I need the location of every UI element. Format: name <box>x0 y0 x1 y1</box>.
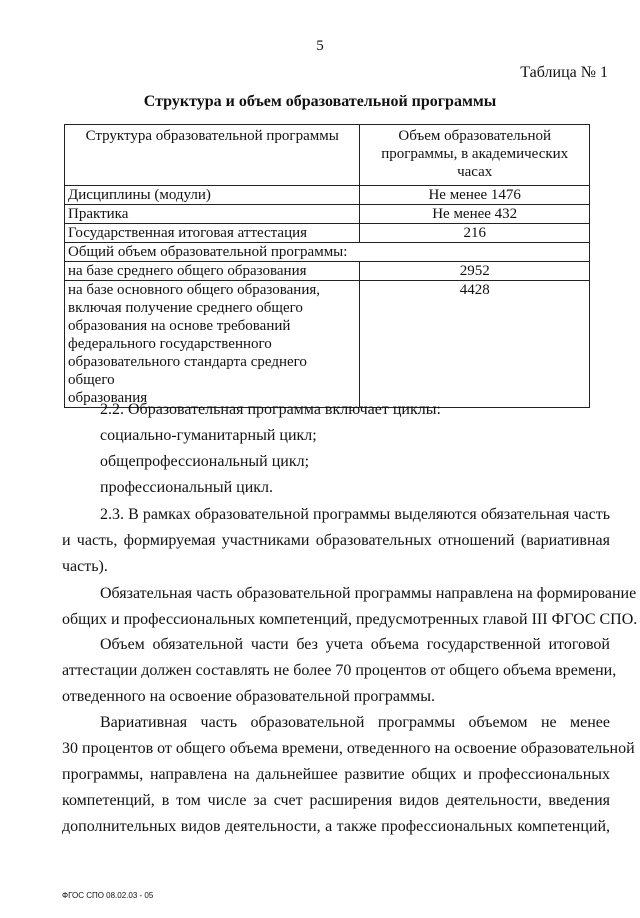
paragraph-line: программы, направлена на дальнейшее развитие общих и профессиональных <box>62 766 610 783</box>
row-label-line: на базе среднего общего образования <box>68 263 307 279</box>
row-value: 2952 <box>360 262 590 281</box>
cycle-item: профессиональный цикл. <box>100 479 274 496</box>
header-volume <box>360 125 590 186</box>
table-total-header-row <box>65 243 590 262</box>
paragraph-line: общих и профессиональных компетенций, предусмотренных главой III ФГОС СПО. <box>62 611 638 628</box>
paragraph-line: аттестации должен составлять не более 70 процентов от общего объема времени, <box>62 662 617 679</box>
paragraph-line: и часть, формируемая участниками образовательных отношений (вариативная <box>62 532 610 549</box>
row-label: Государственная итоговая аттестация <box>65 224 360 243</box>
row-label-line: образования на основе требований <box>68 318 291 334</box>
paragraph-line: 30 процентов от общего объема времени, отведенного на освоение образовательной <box>62 740 635 757</box>
row-label-line: образовательного стандарта среднего общего <box>68 354 307 388</box>
row-value: Не менее 432 <box>360 205 590 224</box>
header-volume-line: программы, в академических <box>381 146 569 162</box>
row-label-line: на базе основного общего образования, <box>68 282 320 298</box>
table-header-row <box>65 125 590 186</box>
paragraph-variative <box>62 710 635 840</box>
total-label: Общий объем образовательной программы: <box>65 243 590 262</box>
paragraph-line: Вариативная часть образовательной программы объемом не менее <box>100 714 610 731</box>
row-label: Практика <box>65 205 360 224</box>
table-label: Таблица № 1 <box>520 64 608 81</box>
row-label-line: федерального государственного <box>68 336 272 352</box>
row-label <box>65 262 360 281</box>
structure-table <box>64 124 590 408</box>
paragraph-volume <box>62 632 617 710</box>
row-value: Не менее 1476 <box>360 186 590 205</box>
cycles-section <box>62 397 610 501</box>
table-row <box>65 281 590 408</box>
cycle-item: общепрофессиональный цикл; <box>100 453 310 470</box>
row-label-line: образования <box>68 390 148 406</box>
table-row <box>65 205 590 224</box>
page-number: 5 <box>316 38 324 54</box>
table-row <box>65 262 590 281</box>
paragraph-line: 2.3. В рамках образовательной программы выделяются обязательная часть <box>100 506 610 523</box>
row-value: 4428 <box>360 281 590 408</box>
table-row <box>65 224 590 243</box>
header-structure: Структура образовательной программы <box>65 125 360 186</box>
table-row <box>65 186 590 205</box>
footer-code: ФГОС СПО 08.02.03 - 05 <box>62 891 154 900</box>
row-label <box>65 281 360 408</box>
paragraph-line: часть). <box>62 558 108 575</box>
paragraph-line: компетенций, в том числе за счет расширения видов деятельности, введения <box>62 792 610 809</box>
paragraph-obligatory <box>62 581 638 633</box>
paragraph-line: Объем обязательной части без учета объема государственной итоговой <box>100 636 610 653</box>
header-volume-line: Объем образовательной <box>398 128 551 144</box>
header-volume-line: часах <box>457 164 493 180</box>
cycle-item: социально-гуманитарный цикл; <box>100 427 317 444</box>
row-value: 216 <box>360 224 590 243</box>
paragraph-line: дополнительных видов деятельности, а также профессиональных компетенций, <box>62 818 610 835</box>
document-title: Структура и объем образовательной программы <box>143 93 497 110</box>
paragraph-line: Обязательная часть образовательной программы направлена на формирование <box>100 585 637 602</box>
paragraph-2-3 <box>62 502 610 580</box>
row-label: Дисциплины (модули) <box>65 186 360 205</box>
row-label-line: включая получение среднего общего <box>68 300 303 316</box>
paragraph-line: отведенного на освоение образовательной программы. <box>62 688 436 705</box>
paragraph-2-2: 2.2. Образовательная программа включает циклы: <box>100 401 441 418</box>
